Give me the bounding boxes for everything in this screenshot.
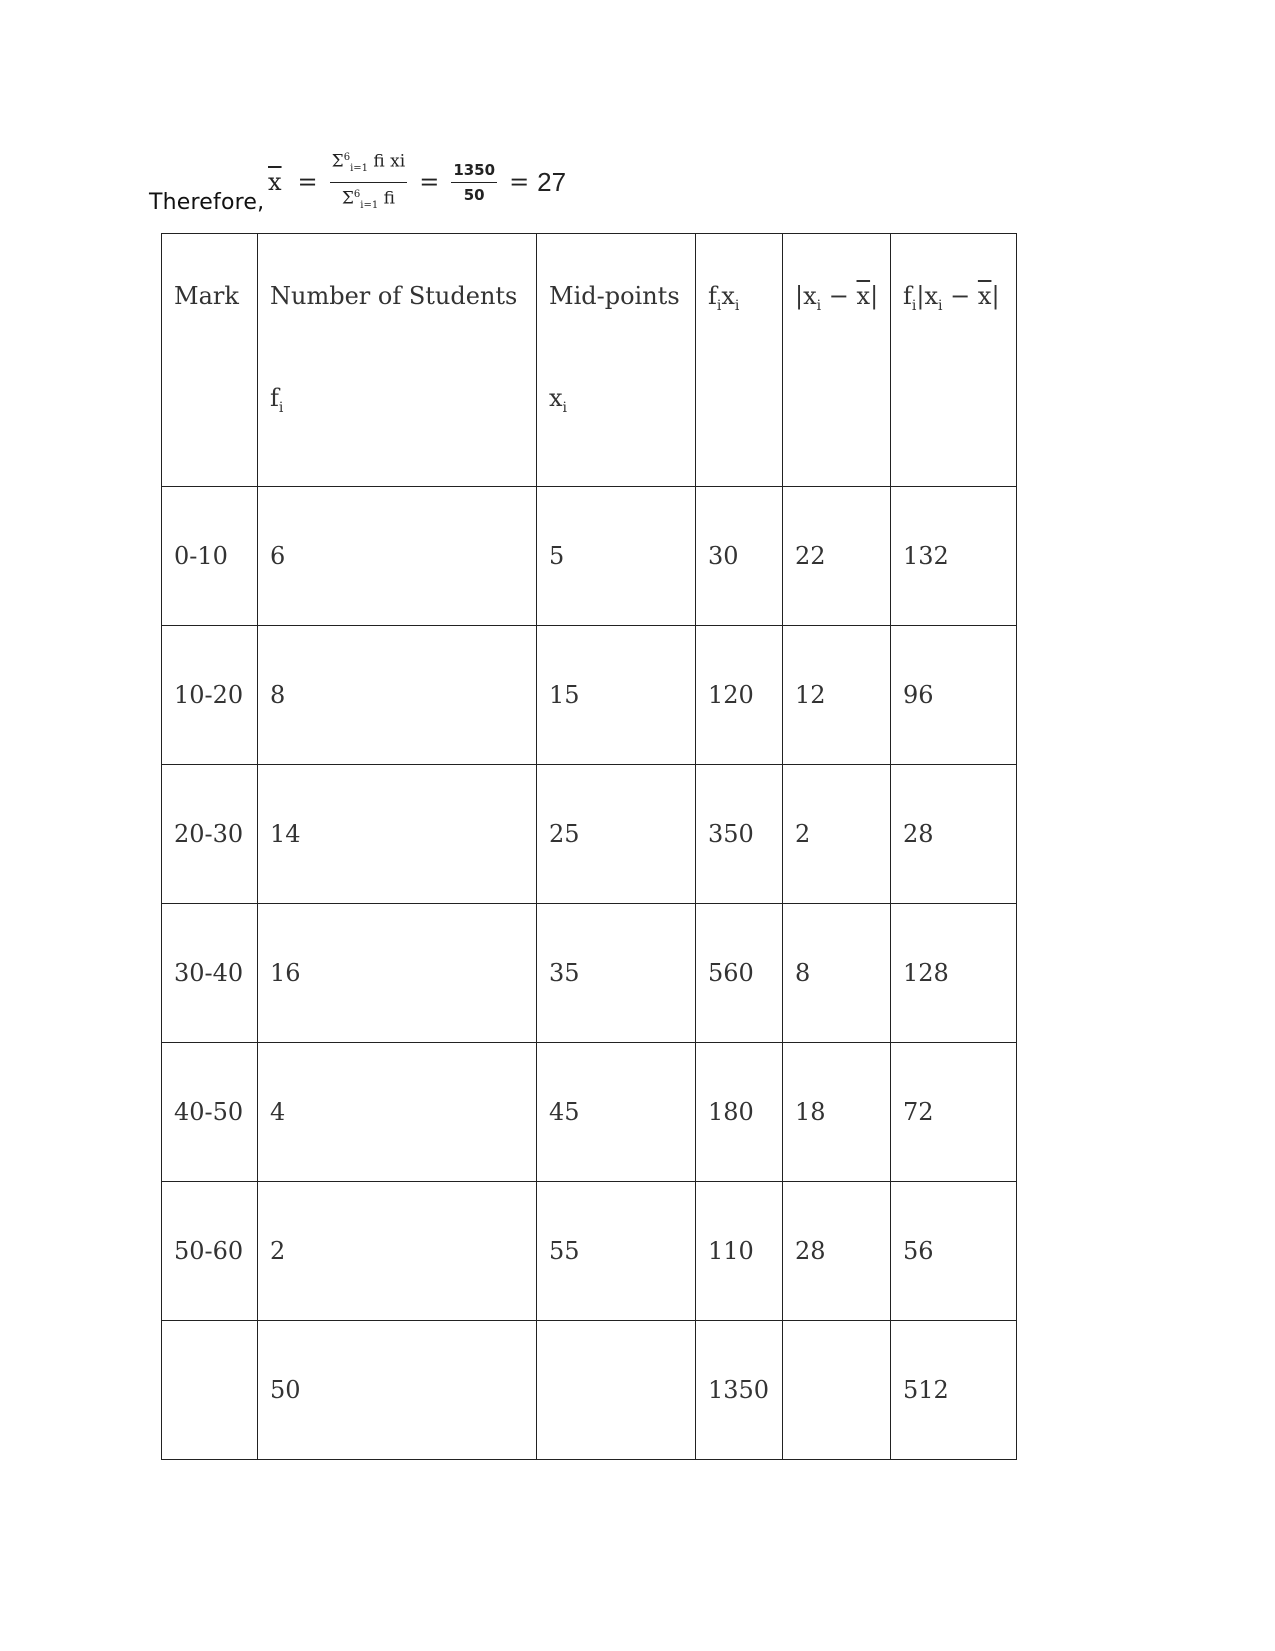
denominator-terms: fi (383, 188, 395, 209)
sum-symbol-bottom: Σ (341, 188, 354, 209)
total-weighted-deviation: 512 (891, 1321, 1017, 1460)
sum-symbol-top: Σ (331, 152, 344, 173)
total-deviation (783, 1321, 891, 1460)
cell-frequency: 2 (258, 1182, 537, 1321)
header-deviation-label: $|x_i - \overline{x}|$ (795, 282, 879, 314)
formula-result: 27 (537, 166, 567, 197)
cell-fx: 560 (696, 904, 783, 1043)
table-row (162, 1182, 1017, 1321)
cell-deviation: 12 (783, 626, 891, 765)
cell-fx: 110 (696, 1182, 783, 1321)
formula-mean-symbol: $\overline{x}$ (268, 168, 282, 196)
cell-midpoint: 25 (537, 765, 696, 904)
cell-weighted-deviation: 56 (891, 1182, 1017, 1321)
sum-upper-top: 6 (343, 152, 351, 164)
formula-value-numerator: 1350 (451, 160, 497, 183)
cell-weighted-deviation: 72 (891, 1043, 1017, 1182)
formula-sum-numerator (330, 148, 408, 182)
cell-mark: 20-30 (162, 765, 258, 904)
header-midpoints-label: Mid-points (549, 282, 680, 310)
header-fx-label: $f_ix_i$ (708, 282, 740, 314)
formula-equals-2: = (419, 168, 440, 196)
numerator-terms: fi xi (373, 152, 406, 173)
cell-frequency: 16 (258, 904, 537, 1043)
header-mark (162, 234, 258, 487)
cell-weighted-deviation: 28 (891, 765, 1017, 904)
table-row (162, 487, 1017, 626)
lead-text: Therefore, (149, 190, 265, 215)
header-midpoints (537, 234, 696, 487)
cell-weighted-deviation: 96 (891, 626, 1017, 765)
header-students-symbol: $f_i$ (270, 384, 284, 416)
cell-frequency: 4 (258, 1043, 537, 1182)
table-row (162, 1043, 1017, 1182)
cell-frequency: 14 (258, 765, 537, 904)
formula-sum-denominator (340, 183, 397, 216)
header-students-label: Number of Students (270, 282, 518, 310)
cell-fx: 30 (696, 487, 783, 626)
table-header-row (162, 234, 1017, 487)
cell-fx: 180 (696, 1043, 783, 1182)
sum-lower-top: i=1 (350, 163, 369, 175)
total-frequency: 50 (258, 1321, 537, 1460)
formula-value-fraction (451, 160, 497, 205)
cell-midpoint: 35 (537, 904, 696, 1043)
frequency-table (161, 233, 1017, 1460)
cell-deviation: 18 (783, 1043, 891, 1182)
cell-midpoint: 55 (537, 1182, 696, 1321)
header-deviation (783, 234, 891, 487)
formula-equals-3: = (509, 168, 530, 196)
formula-equals-1: = (297, 168, 318, 196)
cell-mark: 10-20 (162, 626, 258, 765)
table-row (162, 765, 1017, 904)
header-mark-label: Mark (174, 282, 239, 310)
cell-mark: 40-50 (162, 1043, 258, 1182)
cell-mark: 30-40 (162, 904, 258, 1043)
header-weighted-deviation-label: $f_i|x_i - \overline{x}|$ (903, 282, 1000, 314)
cell-frequency: 6 (258, 487, 537, 626)
header-students (258, 234, 537, 487)
cell-deviation: 28 (783, 1182, 891, 1321)
cell-deviation: 2 (783, 765, 891, 904)
table-row (162, 904, 1017, 1043)
cell-frequency: 8 (258, 626, 537, 765)
header-midpoints-symbol: $x_i$ (549, 384, 568, 416)
total-fx: 1350 (696, 1321, 783, 1460)
cell-weighted-deviation: 128 (891, 904, 1017, 1043)
cell-mark: 0-10 (162, 487, 258, 626)
formula-sum-fraction (330, 148, 408, 215)
header-weighted-deviation (891, 234, 1017, 487)
cell-midpoint: 45 (537, 1043, 696, 1182)
cell-mark: 50-60 (162, 1182, 258, 1321)
cell-deviation: 22 (783, 487, 891, 626)
cell-weighted-deviation: 132 (891, 487, 1017, 626)
table-row (162, 626, 1017, 765)
cell-midpoint: 5 (537, 487, 696, 626)
cell-midpoint: 15 (537, 626, 696, 765)
formula-value-denominator: 50 (463, 185, 485, 204)
cell-fx: 120 (696, 626, 783, 765)
cell-deviation: 8 (783, 904, 891, 1043)
sum-lower-bottom: i=1 (360, 199, 379, 211)
header-fx (696, 234, 783, 487)
cell-fx: 350 (696, 765, 783, 904)
mean-formula (268, 152, 566, 212)
total-mark (162, 1321, 258, 1460)
total-midpoint (537, 1321, 696, 1460)
sum-upper-bottom: 6 (353, 188, 361, 200)
table-totals-row (162, 1321, 1017, 1460)
